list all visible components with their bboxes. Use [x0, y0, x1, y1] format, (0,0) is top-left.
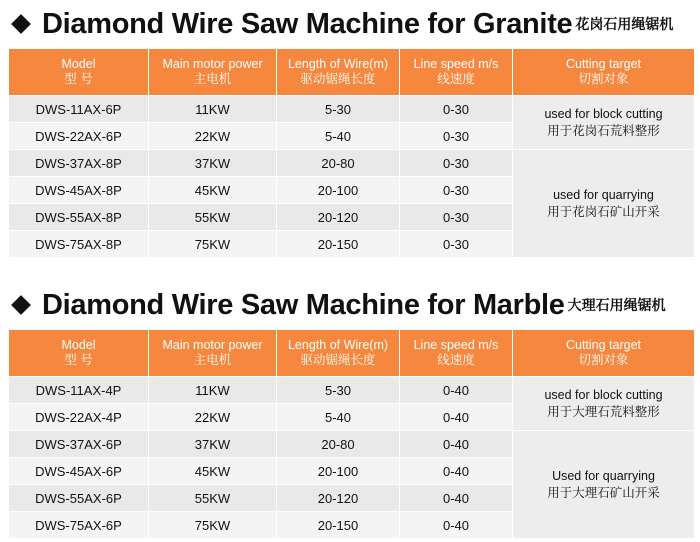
header-model: Model 型 号	[9, 330, 149, 377]
wire-length-cell: 20-120	[277, 204, 400, 231]
table-header-row	[9, 330, 695, 377]
header-cutting-target: Cutting target 切割对象	[513, 330, 695, 377]
wire-length-cell: 20-80	[277, 150, 400, 177]
header-wire-length: Length of Wire(m) 驱动锯绳长度	[277, 330, 400, 377]
diamond-bullet-icon	[11, 295, 31, 315]
model-cell: DWS-75AX-8P	[9, 231, 149, 258]
marble-title-cn: 大理石用绳锯机	[567, 298, 666, 314]
wire-length-cell: 20-80	[277, 431, 400, 458]
wire-length-cell: 20-150	[277, 512, 400, 539]
model-cell: DWS-37AX-6P	[9, 431, 149, 458]
power-cell: 37KW	[149, 431, 277, 458]
line-speed-cell: 0-40	[400, 431, 513, 458]
marble-title-en: Diamond Wire Saw Machine for Marble	[42, 288, 565, 321]
table-row	[9, 150, 695, 177]
line-speed-cell: 0-30	[400, 150, 513, 177]
power-cell: 45KW	[149, 177, 277, 204]
header-line-speed: Line speed m/s 线速度	[400, 49, 513, 96]
power-cell: 11KW	[149, 96, 277, 123]
power-cell: 22KW	[149, 404, 277, 431]
marble-section	[0, 281, 700, 533]
power-cell: 22KW	[149, 123, 277, 150]
line-speed-cell: 0-30	[400, 204, 513, 231]
cutting-target-cell: Used for quarrying 用于大理石矿山开采	[513, 431, 695, 539]
cutting-target-cell: used for block cutting 用于大理石荒料整形	[513, 377, 695, 431]
header-motor-power: Main motor power 主电机	[149, 49, 277, 96]
power-cell: 75KW	[149, 512, 277, 539]
model-cell: DWS-22AX-6P	[9, 123, 149, 150]
line-speed-cell: 0-30	[400, 177, 513, 204]
model-cell: DWS-55AX-6P	[9, 485, 149, 512]
diamond-bullet-icon	[11, 14, 31, 34]
line-speed-cell: 0-40	[400, 458, 513, 485]
model-cell: DWS-55AX-8P	[9, 204, 149, 231]
line-speed-cell: 0-40	[400, 485, 513, 512]
power-cell: 55KW	[149, 485, 277, 512]
granite-title-cn: 花岗石用绳锯机	[575, 17, 674, 33]
table-header-row	[9, 49, 695, 96]
header-line-speed: Line speed m/s 线速度	[400, 330, 513, 377]
table-row	[9, 377, 695, 404]
wire-length-cell: 20-100	[277, 458, 400, 485]
granite-title	[0, 0, 700, 48]
table-row	[9, 431, 695, 458]
model-cell: DWS-45AX-8P	[9, 177, 149, 204]
model-cell: DWS-11AX-4P	[9, 377, 149, 404]
cutting-target-cell: used for quarrying 用于花岗石矿山开采	[513, 150, 695, 258]
wire-length-cell: 20-120	[277, 485, 400, 512]
header-motor-power: Main motor power 主电机	[149, 330, 277, 377]
wire-length-cell: 5-30	[277, 96, 400, 123]
power-cell: 75KW	[149, 231, 277, 258]
wire-length-cell: 20-100	[277, 177, 400, 204]
power-cell: 55KW	[149, 204, 277, 231]
line-speed-cell: 0-40	[400, 512, 513, 539]
granite-spec-table	[8, 48, 695, 258]
model-cell: DWS-11AX-6P	[9, 96, 149, 123]
wire-length-cell: 5-40	[277, 123, 400, 150]
line-speed-cell: 0-40	[400, 377, 513, 404]
model-cell: DWS-45AX-6P	[9, 458, 149, 485]
power-cell: 11KW	[149, 377, 277, 404]
line-speed-cell: 0-30	[400, 96, 513, 123]
model-cell: DWS-22AX-4P	[9, 404, 149, 431]
wire-length-cell: 5-30	[277, 377, 400, 404]
model-cell: DWS-75AX-6P	[9, 512, 149, 539]
header-model: Model 型 号	[9, 49, 149, 96]
marble-spec-table	[8, 329, 695, 539]
line-speed-cell: 0-30	[400, 231, 513, 258]
model-cell: DWS-37AX-8P	[9, 150, 149, 177]
power-cell: 45KW	[149, 458, 277, 485]
line-speed-cell: 0-30	[400, 123, 513, 150]
cutting-target-cell: used for block cutting 用于花岗石荒料整形	[513, 96, 695, 150]
granite-section	[0, 0, 700, 252]
header-wire-length: Length of Wire(m) 驱动锯绳长度	[277, 49, 400, 96]
line-speed-cell: 0-40	[400, 404, 513, 431]
header-cutting-target: Cutting target 切割对象	[513, 49, 695, 96]
granite-title-en: Diamond Wire Saw Machine for Granite	[42, 7, 573, 40]
table-row	[9, 96, 695, 123]
marble-title	[0, 281, 700, 329]
wire-length-cell: 5-40	[277, 404, 400, 431]
wire-length-cell: 20-150	[277, 231, 400, 258]
power-cell: 37KW	[149, 150, 277, 177]
